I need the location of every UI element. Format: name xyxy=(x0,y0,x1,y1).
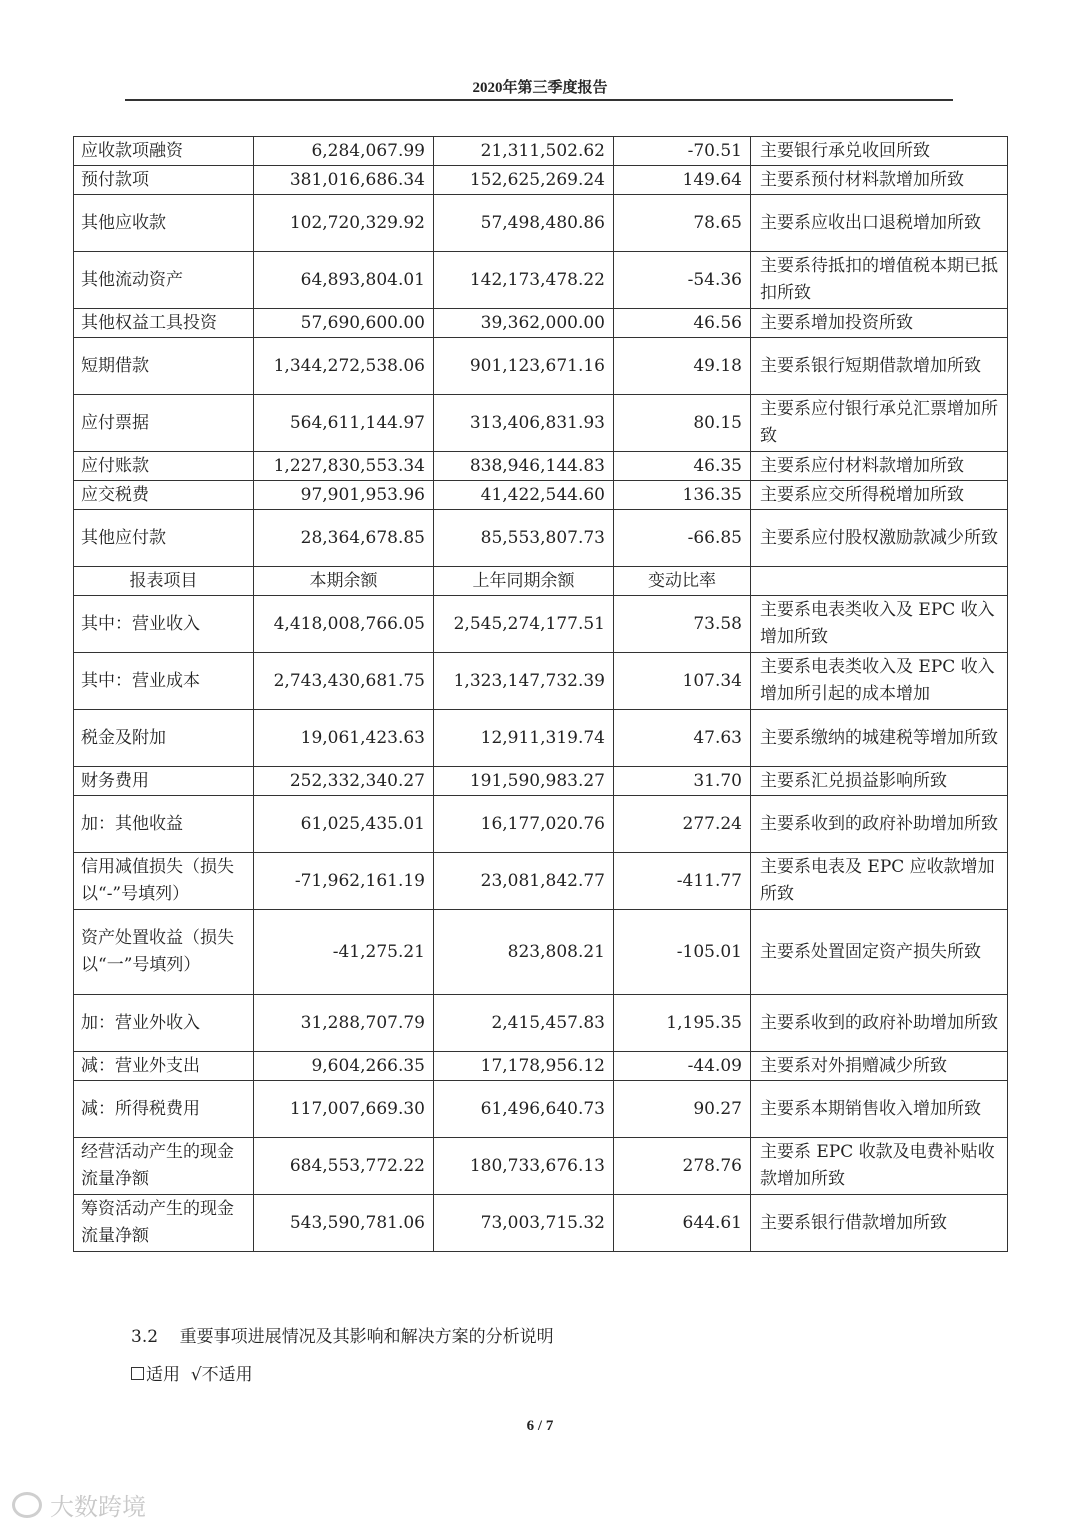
cell-ratio: 1,195.35 xyxy=(614,995,751,1052)
cell-previous: 21,311,502.62 xyxy=(434,137,614,166)
cell-item: 加：其他收益 xyxy=(74,796,254,853)
cell-current: -41,275.21 xyxy=(254,910,434,995)
cell-item: 其他应收款 xyxy=(74,195,254,252)
cell-current: 564,611,144.97 xyxy=(254,395,434,452)
unchecked-box-icon xyxy=(131,1367,144,1380)
cell-reason: 主要系待抵扣的增值税本期已抵扣所致 xyxy=(751,252,1008,309)
cell-ratio: 78.65 xyxy=(614,195,751,252)
table-row xyxy=(74,653,1008,710)
table-row xyxy=(74,195,1008,252)
watermark-text: 大数跨境 xyxy=(50,1493,146,1521)
cell-reason: 主要系银行借款增加所致 xyxy=(751,1195,1008,1252)
cell-reason: 主要系对外捐赠减少所致 xyxy=(751,1052,1008,1081)
cell-previous: 1,323,147,732.39 xyxy=(434,653,614,710)
cell-item: 应收款项融资 xyxy=(74,137,254,166)
cell-item: 财务费用 xyxy=(74,767,254,796)
cell-reason: 主要系电表及 EPC 应收款增加所致 xyxy=(751,853,1008,910)
cell-item: 筹资活动产生的现金流量净额 xyxy=(74,1195,254,1252)
cell-ratio: 49.18 xyxy=(614,338,751,395)
cell-previous: 61,496,640.73 xyxy=(434,1081,614,1138)
applicable-label: 适用 xyxy=(146,1365,180,1385)
cell-ratio: 46.35 xyxy=(614,452,751,481)
cell-previous: 41,422,544.60 xyxy=(434,481,614,510)
table-body-income-cashflow xyxy=(74,596,1008,1252)
cell-reason: 主要银行承兑收回所致 xyxy=(751,137,1008,166)
cell-ratio: 80.15 xyxy=(614,395,751,452)
cell-item: 资产处置收益（损失以“一”号填列） xyxy=(74,910,254,995)
table-row xyxy=(74,796,1008,853)
cell-item: 预付款项 xyxy=(74,166,254,195)
cell-reason: 主要系应付材料款增加所致 xyxy=(751,452,1008,481)
cell-previous: 17,178,956.12 xyxy=(434,1052,614,1081)
table-row xyxy=(74,338,1008,395)
cell-reason: 主要系处置固定资产损失所致 xyxy=(751,910,1008,995)
cell-item: 加：营业外收入 xyxy=(74,995,254,1052)
cell-reason: 主要系预付材料款增加所致 xyxy=(751,166,1008,195)
cell-reason: 主要系汇兑损益影响所致 xyxy=(751,767,1008,796)
table-row xyxy=(74,1081,1008,1138)
cell-current: 102,720,329.92 xyxy=(254,195,434,252)
table-row xyxy=(74,853,1008,910)
cell-ratio: -70.51 xyxy=(614,137,751,166)
section-number: 3.2 xyxy=(131,1327,159,1347)
cell-current: 9,604,266.35 xyxy=(254,1052,434,1081)
cell-current: 252,332,340.27 xyxy=(254,767,434,796)
not-applicable-label: 不适用 xyxy=(201,1365,253,1385)
cell-current: 97,901,953.96 xyxy=(254,481,434,510)
cell-ratio: 90.27 xyxy=(614,1081,751,1138)
cell-previous: 16,177,020.76 xyxy=(434,796,614,853)
cell-ratio: 107.34 xyxy=(614,653,751,710)
cell-ratio: 278.76 xyxy=(614,1138,751,1195)
cell-current: 684,553,772.22 xyxy=(254,1138,434,1195)
cell-ratio: 136.35 xyxy=(614,481,751,510)
table-header-row xyxy=(74,567,1008,596)
table-header-row-group xyxy=(74,567,1008,596)
cell-reason: 主要系应收出口退税增加所致 xyxy=(751,195,1008,252)
cell-previous: 180,733,676.13 xyxy=(434,1138,614,1195)
cell-previous: 901,123,671.16 xyxy=(434,338,614,395)
cell-previous: 12,911,319.74 xyxy=(434,710,614,767)
cell-reason: 主要系银行短期借款增加所致 xyxy=(751,338,1008,395)
cell-item: 经营活动产生的现金流量净额 xyxy=(74,1138,254,1195)
table-row xyxy=(74,1138,1008,1195)
cell-item: 其他权益工具投资 xyxy=(74,309,254,338)
cell-ratio: -411.77 xyxy=(614,853,751,910)
cell-item: 短期借款 xyxy=(74,338,254,395)
cell-reason: 主要系收到的政府补助增加所致 xyxy=(751,995,1008,1052)
cell-item: 其中：营业收入 xyxy=(74,596,254,653)
table-row xyxy=(74,166,1008,195)
cell-reason: 主要系电表类收入及 EPC 收入增加所致 xyxy=(751,596,1008,653)
cell-previous: 57,498,480.86 xyxy=(434,195,614,252)
header-divider xyxy=(125,99,953,101)
cell-reason: 主要系本期销售收入增加所致 xyxy=(751,1081,1008,1138)
header-cell-reason xyxy=(751,567,1008,596)
cell-ratio: 277.24 xyxy=(614,796,751,853)
applicability-line xyxy=(131,1360,253,1385)
cell-previous: 73,003,715.32 xyxy=(434,1195,614,1252)
cell-item: 应付票据 xyxy=(74,395,254,452)
table-row xyxy=(74,710,1008,767)
table-row xyxy=(74,767,1008,796)
cell-item: 其他应付款 xyxy=(74,510,254,567)
cell-current: 381,016,686.34 xyxy=(254,166,434,195)
cell-ratio: 46.56 xyxy=(614,309,751,338)
cell-current: 28,364,678.85 xyxy=(254,510,434,567)
cell-previous: 823,808.21 xyxy=(434,910,614,995)
table-row xyxy=(74,910,1008,995)
cell-ratio: 31.70 xyxy=(614,767,751,796)
cell-ratio: -44.09 xyxy=(614,1052,751,1081)
cell-ratio: -66.85 xyxy=(614,510,751,567)
cell-ratio: -54.36 xyxy=(614,252,751,309)
cell-current: 31,288,707.79 xyxy=(254,995,434,1052)
table-row xyxy=(74,481,1008,510)
cell-item: 减：营业外支出 xyxy=(74,1052,254,1081)
report-header-title: 2020年第三季度报告 xyxy=(472,80,608,96)
header-cell-item: 报表项目 xyxy=(74,567,254,596)
cell-ratio: -105.01 xyxy=(614,910,751,995)
cell-reason: 主要系应付银行承兑汇票增加所致 xyxy=(751,395,1008,452)
table-body-balance-sheet xyxy=(74,137,1008,567)
table-row xyxy=(74,395,1008,452)
cell-item: 应付账款 xyxy=(74,452,254,481)
cell-item: 其他流动资产 xyxy=(74,252,254,309)
cell-current: 19,061,423.63 xyxy=(254,710,434,767)
cell-current: 57,690,600.00 xyxy=(254,309,434,338)
cell-previous: 2,415,457.83 xyxy=(434,995,614,1052)
cell-reason: 主要系应付股权激励款减少所致 xyxy=(751,510,1008,567)
cell-previous: 142,173,478.22 xyxy=(434,252,614,309)
section-heading xyxy=(131,1322,554,1347)
cell-previous: 39,362,000.00 xyxy=(434,309,614,338)
check-mark-icon: √ xyxy=(190,1365,202,1385)
cell-reason: 主要系应交所得税增加所致 xyxy=(751,481,1008,510)
cell-item: 其中：营业成本 xyxy=(74,653,254,710)
cell-current: -71,962,161.19 xyxy=(254,853,434,910)
table-row xyxy=(74,137,1008,166)
cell-previous: 2,545,274,177.51 xyxy=(434,596,614,653)
cell-current: 117,007,669.30 xyxy=(254,1081,434,1138)
cell-ratio: 149.64 xyxy=(614,166,751,195)
table-row xyxy=(74,510,1008,567)
cell-current: 6,284,067.99 xyxy=(254,137,434,166)
financial-variance-table xyxy=(73,136,1008,1252)
page-number: 6 / 7 xyxy=(526,1418,554,1434)
table-row xyxy=(74,252,1008,309)
header-cell-ratio: 变动比率 xyxy=(614,567,751,596)
cell-reason: 主要系电表类收入及 EPC 收入增加所引起的成本增加 xyxy=(751,653,1008,710)
cell-reason: 主要系收到的政府补助增加所致 xyxy=(751,796,1008,853)
cell-previous: 152,625,269.24 xyxy=(434,166,614,195)
section-title: 重要事项进展情况及其影响和解决方案的分析说明 xyxy=(179,1327,554,1347)
cell-reason: 主要系 EPC 收款及电费补贴收款增加所致 xyxy=(751,1138,1008,1195)
cell-item: 税金及附加 xyxy=(74,710,254,767)
cell-ratio: 47.63 xyxy=(614,710,751,767)
cell-item: 信用减值损失（损失以“-”号填列） xyxy=(74,853,254,910)
table-row xyxy=(74,596,1008,653)
cell-current: 2,743,430,681.75 xyxy=(254,653,434,710)
table-row xyxy=(74,1195,1008,1252)
cell-reason: 主要系增加投资所致 xyxy=(751,309,1008,338)
cell-item: 应交税费 xyxy=(74,481,254,510)
cell-previous: 313,406,831.93 xyxy=(434,395,614,452)
cell-current: 543,590,781.06 xyxy=(254,1195,434,1252)
table-row xyxy=(74,452,1008,481)
cell-previous: 85,553,807.73 xyxy=(434,510,614,567)
cell-previous: 838,946,144.83 xyxy=(434,452,614,481)
header-cell-current: 本期余额 xyxy=(254,567,434,596)
cell-current: 1,344,272,538.06 xyxy=(254,338,434,395)
cell-current: 61,025,435.01 xyxy=(254,796,434,853)
cell-item: 减：所得税费用 xyxy=(74,1081,254,1138)
table-row xyxy=(74,995,1008,1052)
table-row xyxy=(74,309,1008,338)
cell-previous: 191,590,983.27 xyxy=(434,767,614,796)
cell-current: 4,418,008,766.05 xyxy=(254,596,434,653)
cell-previous: 23,081,842.77 xyxy=(434,853,614,910)
cell-current: 64,893,804.01 xyxy=(254,252,434,309)
watermark xyxy=(12,1487,146,1522)
table-row xyxy=(74,1052,1008,1081)
cell-current: 1,227,830,553.34 xyxy=(254,452,434,481)
cell-ratio: 73.58 xyxy=(614,596,751,653)
header-cell-previous: 上年同期余额 xyxy=(434,567,614,596)
cell-reason: 主要系缴纳的城建税等增加所致 xyxy=(751,710,1008,767)
watermark-logo-icon xyxy=(12,1492,42,1518)
cell-ratio: 644.61 xyxy=(614,1195,751,1252)
